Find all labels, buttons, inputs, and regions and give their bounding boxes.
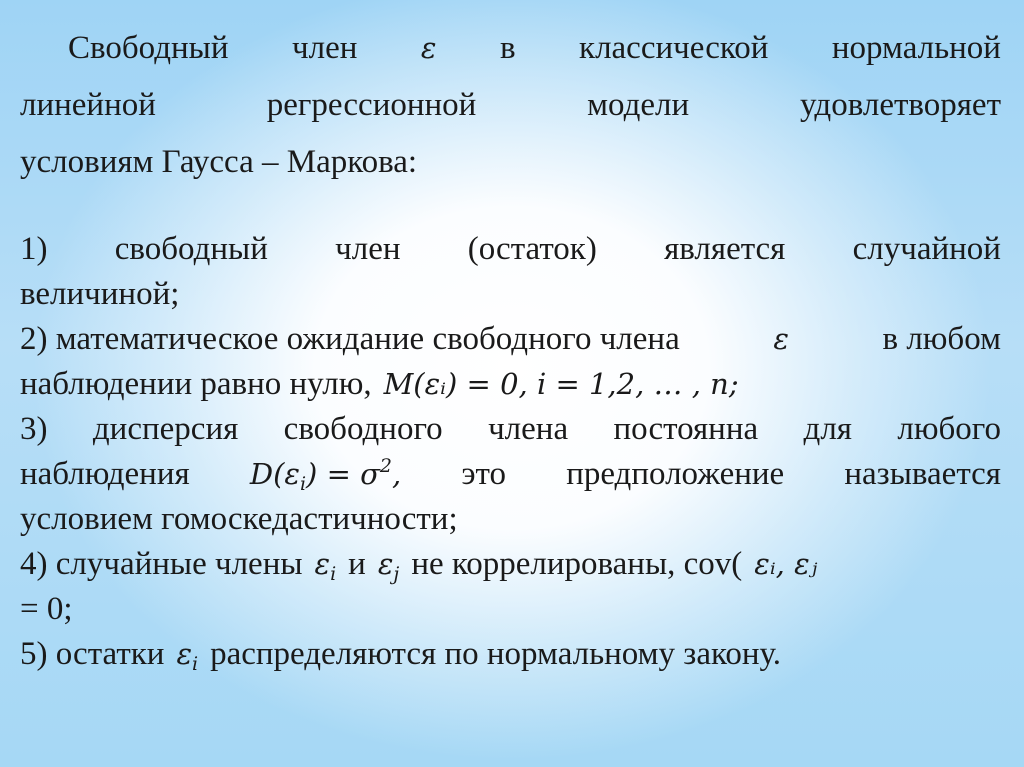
item-text: величиной; (20, 276, 180, 312)
slide-content (20, 26, 1001, 677)
item-3-line-1 (20, 407, 1001, 452)
item-1-line-2 (20, 272, 1001, 317)
word: член (335, 231, 401, 267)
item-number: 1) (20, 231, 48, 267)
expectation-formula: M(εᵢ) = 0, i = 1,2, … , n; (383, 367, 739, 401)
item-3-line-2 (20, 452, 1001, 497)
intro-text: условиям Гаусса – Маркова: (20, 144, 418, 180)
epsilon-symbol: ε (420, 31, 437, 65)
formula-subscript: i (192, 653, 199, 675)
word: члена (488, 411, 569, 447)
intro-line-2 (20, 83, 1001, 140)
word: удовлетворяет (800, 87, 1001, 123)
item-number: 3) (20, 411, 48, 447)
word: член (292, 30, 358, 66)
item-text: не коррелированы, cov( (411, 546, 743, 582)
formula-subscript: i (299, 473, 307, 495)
formula-part: , (392, 457, 402, 491)
formula-part: ε (377, 547, 394, 581)
item-3-line-3 (20, 497, 1001, 542)
word: (остаток) (467, 231, 597, 267)
formula-part: D(ε (249, 457, 300, 491)
item-text: наблюдении равно нулю, (20, 366, 372, 402)
epsilon-i-symbol (176, 632, 198, 677)
word: в (499, 30, 516, 66)
item-2-line-2 (20, 362, 1001, 407)
item-text: распределяются по нормальному закону. (210, 636, 781, 672)
word: предположение (566, 456, 785, 492)
epsilon-i-symbol (315, 542, 337, 587)
item-text: 5) остатки (20, 636, 165, 672)
word: постоянна (613, 411, 759, 447)
word: и (348, 546, 366, 582)
epsilon-symbol: ε (773, 322, 789, 356)
covariance-arguments: εᵢ, εⱼ (754, 547, 818, 581)
word: Свободный (68, 30, 229, 66)
item-4-line-1 (20, 542, 1001, 587)
intro-line-3 (20, 140, 1001, 197)
formula-part: ε (314, 547, 331, 581)
word: случайной (852, 231, 1001, 267)
item-5-line-1 (20, 632, 1001, 677)
word: наблюдения (20, 456, 190, 492)
item-2-line-1 (20, 317, 1001, 362)
formula-part: ) = σ (306, 457, 380, 491)
word: регрессионной (266, 87, 477, 123)
word: модели (587, 87, 690, 123)
word: линейной (20, 87, 156, 123)
formula-superscript: 2 (379, 455, 392, 477)
spacer (20, 197, 1001, 227)
intro-line-1 (20, 26, 1001, 83)
item-text: 4) случайные члены (20, 546, 303, 582)
word: это (461, 456, 507, 492)
epsilon-j-symbol (378, 542, 399, 587)
item-text: 2) математическое ожидание свободного члена (20, 321, 680, 357)
word: является (664, 231, 786, 267)
formula-subscript: j (393, 563, 400, 585)
word: свободного (283, 411, 443, 447)
formula-subscript: i (330, 563, 337, 585)
word: дисперсия (92, 411, 239, 447)
word: любого (897, 411, 1001, 447)
item-text: в любом (882, 321, 1001, 357)
item-text: = 0; (20, 591, 73, 627)
word: классической (579, 30, 769, 66)
word: свободный (114, 231, 268, 267)
word: нормальной (831, 30, 1001, 66)
item-text: условием гомоскедастичности; (20, 501, 458, 537)
item-4-line-2 (20, 587, 1001, 632)
word: называется (844, 456, 1001, 492)
word: для (803, 411, 852, 447)
item-1-line-1 (20, 227, 1001, 272)
formula-part: ε (176, 637, 193, 671)
variance-formula (250, 452, 401, 497)
